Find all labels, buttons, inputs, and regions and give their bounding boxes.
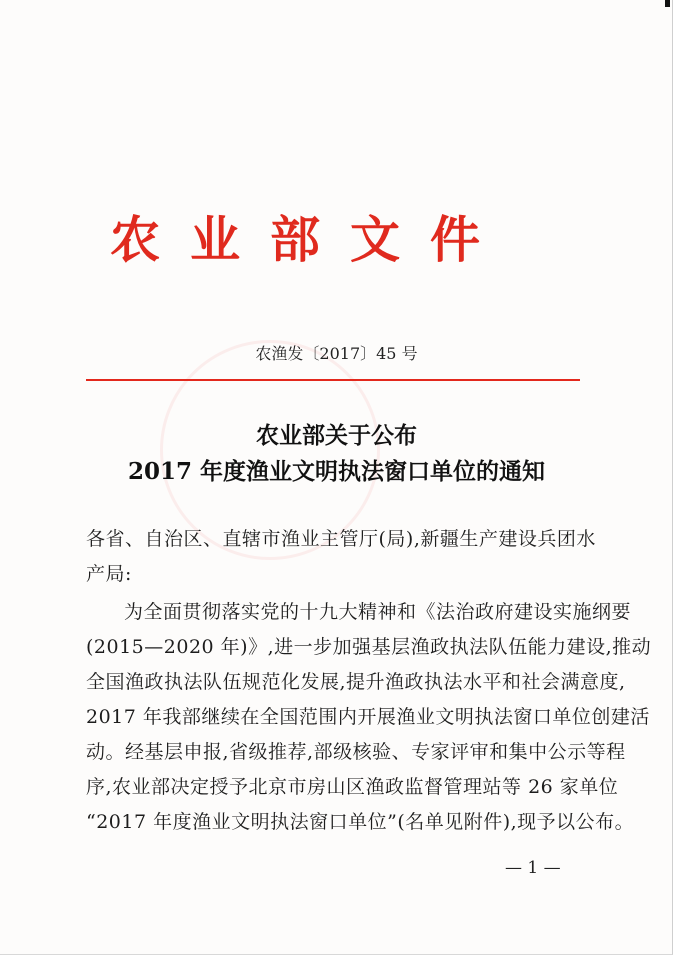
body-line: (2015—2020 年)》,进一步加强基层渔政执法队伍能力建设,推动 bbox=[86, 636, 652, 658]
scan-corner-mark bbox=[665, 0, 670, 7]
document-header: 农业部文件 bbox=[110, 210, 510, 269]
notice-title-line-1: 农业部关于公布 bbox=[256, 422, 417, 449]
salutation bbox=[86, 522, 596, 592]
document-number: 农渔发〔2017〕45 号 bbox=[255, 344, 418, 363]
body-line: 2017 年我部继续在全国范围内开展渔业文明执法窗口单位创建活 bbox=[86, 706, 650, 728]
body-paragraph bbox=[86, 595, 652, 840]
body-line: 序,农业部决定授予北京市房山区渔政监督管理站等 26 家单位 bbox=[86, 776, 619, 798]
page-number: — 1 — bbox=[505, 858, 561, 878]
notice-title-line-2: 2017 年度渔业文明执法窗口单位的通知 bbox=[127, 458, 546, 485]
notice-title bbox=[0, 418, 673, 490]
body-line: 动。经基层申报,省级推荐,部级核验、专家评审和集中公示等程 bbox=[86, 741, 626, 763]
body-line: 全国渔政执法队伍规范化发展,提升渔政执法水平和社会满意度, bbox=[86, 671, 626, 693]
red-divider-line bbox=[86, 379, 580, 381]
body-line: “2017 年度渔业文明执法窗口单位”(名单见附件),现予以公布。 bbox=[86, 811, 635, 833]
salutation-line-1: 各省、自治区、直辖市渔业主管厅(局),新疆生产建设兵团水 bbox=[86, 528, 596, 550]
salutation-line-2: 产局: bbox=[86, 563, 132, 585]
body-line: 为全面贯彻落实党的十九大精神和《法治政府建设实施纲要 bbox=[124, 601, 632, 623]
